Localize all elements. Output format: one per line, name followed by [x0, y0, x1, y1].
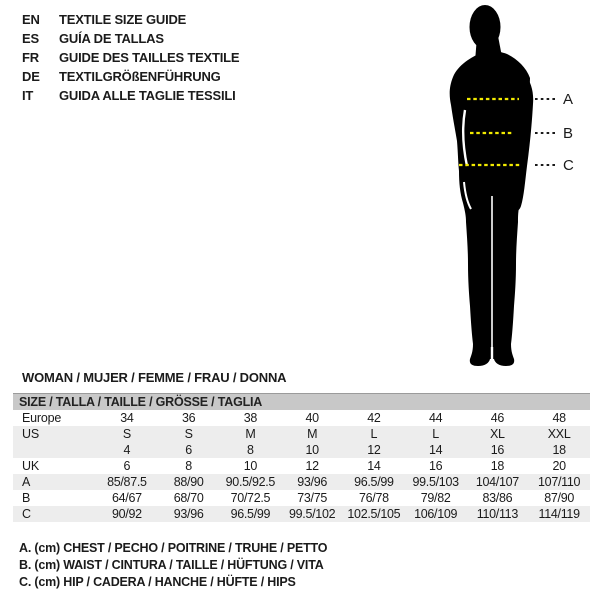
table-cell: 70/72.5: [230, 491, 271, 505]
measure-label-c: C: [563, 157, 574, 174]
table-cell: 10: [243, 459, 258, 473]
language-row-fr: [22, 48, 239, 67]
language-title: TEXTILGRÖßENFÜHRUNG: [59, 69, 221, 84]
legend-waist: B. (cm) WAIST / CINTURA / TAILLE / HÜFTUNG / VITA: [19, 558, 324, 572]
table-cell: 8: [185, 459, 192, 473]
table-cell: XL: [490, 427, 505, 441]
language-code: IT: [22, 88, 34, 103]
legend-chest: A. (cm) CHEST / PECHO / POITRINE / TRUHE / PETTO: [19, 541, 328, 555]
table-row-hip: [13, 506, 590, 522]
table-cell: XXL: [547, 427, 571, 441]
table-cell: 90/92: [111, 507, 142, 521]
table-cell: 14: [428, 443, 443, 457]
language-title: GUIDA ALLE TAGLIE TESSILI: [59, 88, 236, 103]
language-row-de: [22, 67, 239, 86]
table-cell: 10: [305, 443, 319, 457]
table-cell: 16: [490, 443, 505, 457]
language-code: DE: [22, 69, 40, 84]
table-cell: 93/96: [173, 507, 204, 521]
language-code: ES: [22, 31, 39, 46]
table-cell: S: [184, 427, 193, 441]
language-code: FR: [22, 50, 39, 65]
row-label: Europe: [22, 411, 62, 425]
language-row-it: [22, 86, 239, 105]
table-cell: 99.5/102: [288, 507, 336, 521]
table-cell: 114/119: [538, 507, 580, 521]
table-row-waist: [13, 490, 590, 506]
table-cell: 48: [552, 411, 566, 425]
table-cell: 93/96: [297, 475, 328, 489]
row-label: UK: [22, 459, 39, 473]
legend-hip: C. (cm) HIP / CADERA / HANCHE / HÜFTE / HIPS: [19, 575, 296, 589]
table-cell: M: [245, 427, 256, 441]
table-cell: 96.5/99: [354, 475, 394, 489]
table-cell: 4: [123, 443, 131, 457]
row-label: A: [22, 475, 31, 489]
table-row-uk: [13, 458, 590, 474]
table-cell: 102.5/105: [347, 507, 401, 521]
section-heading: WOMAN / MUJER / FEMME / FRAU / DONNA: [22, 370, 287, 385]
language-row-es: [22, 29, 239, 48]
table-cell: 85/87.5: [107, 475, 147, 489]
table-cell: 36: [181, 411, 196, 425]
language-title: GUÍA DE TALLAS: [59, 31, 164, 46]
row-label: B: [22, 491, 31, 505]
table-cell: 64/67: [111, 491, 142, 505]
table-cell: 42: [367, 411, 381, 425]
table-row-europe: [13, 410, 590, 426]
table-cell: 38: [243, 411, 258, 425]
table-cell: 87/90: [544, 491, 575, 505]
table-cell: 107/110: [538, 475, 581, 489]
table-cell: 99.5/103: [412, 475, 459, 489]
table-cell: 14: [367, 459, 381, 473]
measure-label-b: B: [563, 125, 574, 142]
table-cell: L: [370, 427, 378, 441]
language-title: GUIDE DES TAILLES TEXTILE: [59, 50, 240, 65]
table-cell: 90.5/92.5: [225, 475, 276, 489]
measure-label-a: A: [563, 91, 574, 108]
table-cell: 6: [123, 459, 131, 473]
table-cell: 68/70: [173, 491, 204, 505]
table-cell: 6: [185, 443, 192, 457]
table-cell: 96.5/99: [230, 507, 271, 521]
table-cell: 104/107: [475, 475, 519, 489]
table-row-us-letter: [13, 426, 590, 442]
table-cell: 20: [552, 459, 566, 473]
language-title-block: [22, 10, 239, 105]
table-cell: 12: [367, 443, 381, 457]
table-cell: 88/90: [173, 475, 204, 489]
size-table: [13, 393, 590, 522]
table-cell: 8: [247, 443, 254, 457]
row-label: US: [22, 427, 39, 441]
table-header-bar: SIZE / TALLA / TAILLE / GRÖSSE / TAGLIA: [13, 393, 590, 410]
measurement-legend: [19, 541, 327, 592]
table-cell: 83/86: [482, 491, 513, 505]
language-title: TEXTILE SIZE GUIDE: [59, 12, 187, 27]
table-cell: 46: [490, 411, 505, 425]
table-row-chest: [13, 474, 590, 490]
table-cell: 106/109: [414, 507, 458, 521]
measurement-figure: [405, 0, 595, 378]
table-cell: 44: [428, 411, 443, 425]
table-cell: 79/82: [420, 491, 451, 505]
table-cell: 34: [120, 411, 134, 425]
table-cell: 76/78: [358, 491, 389, 505]
table-cell: 18: [490, 459, 505, 473]
table-cell: 40: [305, 411, 319, 425]
table-cell: L: [432, 427, 439, 441]
table-cell: 73/75: [297, 491, 328, 505]
table-row-us-numeric: [13, 442, 590, 458]
table-cell: 110/113: [476, 507, 518, 521]
language-code: EN: [22, 12, 40, 27]
woman-silhouette-icon: [405, 0, 595, 378]
table-cell: 12: [305, 459, 319, 473]
table-cell: 16: [428, 459, 443, 473]
table-cell: S: [122, 427, 131, 441]
table-cell: 18: [552, 443, 566, 457]
table-cell: M: [307, 427, 318, 441]
language-row-en: [22, 10, 239, 29]
row-label: C: [22, 507, 31, 521]
